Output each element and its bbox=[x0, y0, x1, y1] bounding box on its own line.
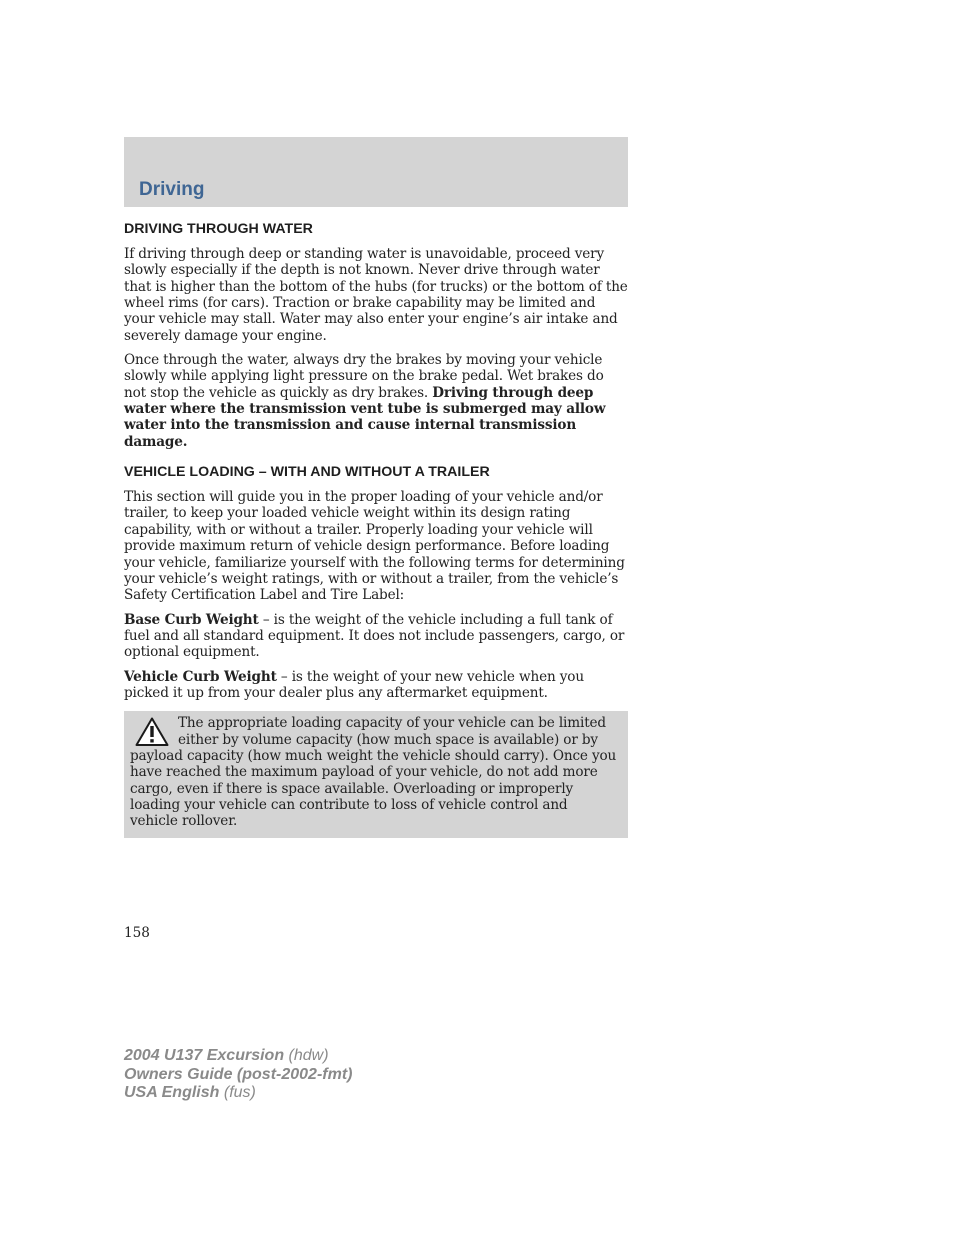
section-title: Driving bbox=[139, 179, 205, 200]
definition-base-curb-weight-text: – is the weight of the vehicle including a full tank of fuel and all standard equipment. It does not include passengers, cargo, or optional equipment. bbox=[124, 611, 625, 661]
term-base-curb-weight: Base Curb Weight bbox=[124, 611, 259, 628]
warning-text: The appropriate loading capacity of your vehicle can be limited either by volume capacity (how much space is available) or by payload capacity (how much weight the vehicle should carry). Once you have reached the maximum payload of your vehicle, do not add more cargo, even if there is space available. Overloading or improperly loading your vehicle can contribute to loss of vehicle control and vehicle rollover. bbox=[130, 715, 617, 830]
paragraph-dry-brakes bbox=[124, 352, 628, 450]
paragraph-water-intro: If driving through deep or standing water is unavoidable, proceed very slowly especially if the depth is not known. Never drive through water that is higher than the bottom of the hubs (for trucks) or the bottom of the wheel rims (for cars). Traction or brake capability may be limited and your vehicle may stall. Water may also enter your engine’s air intake and severely damage your engine. bbox=[124, 246, 628, 344]
warning-box bbox=[124, 711, 628, 837]
footer-language-code: (fus) bbox=[219, 1084, 256, 1101]
footer-line-language bbox=[124, 1084, 352, 1103]
footer-language: USA English bbox=[124, 1084, 220, 1101]
heading-driving-through-water: DRIVING THROUGH WATER bbox=[124, 221, 313, 237]
definition-base-curb-weight bbox=[124, 612, 628, 661]
heading-vehicle-loading: VEHICLE LOADING – WITH AND WITHOUT A TRAILER bbox=[124, 464, 490, 481]
footer-guide: Owners Guide (post-2002-fmt) bbox=[124, 1065, 353, 1083]
document-footer bbox=[124, 1047, 352, 1103]
page-content bbox=[124, 221, 628, 838]
paragraph-loading-intro: This section will guide you in the proper loading of your vehicle and/or trailer, to keep your loaded vehicle weight within its design rating capability, with or without a trailer. Properly loading your vehicle will provide maximum return of vehicle design performance. Before loading your vehicle, familiarize yourself with the following terms for determining your vehicle’s weight ratings, with or without a trailer, from the vehicle’s Safety Certification Label and Tire Label: bbox=[124, 489, 625, 604]
paragraph-dry-brakes-emphasis: Driving through deep water where the transmission vent tube is submerged may allow water into the transmission and cause internal transmission damage. bbox=[124, 384, 606, 450]
definition-vehicle-curb-weight bbox=[124, 669, 628, 702]
footer-line-guide bbox=[124, 1066, 352, 1085]
definition-vehicle-curb-weight-text: – is the weight of your new vehicle when you picked it up from your dealer plus any aftermarket equipment. bbox=[124, 668, 584, 701]
page-number: 158 bbox=[124, 925, 150, 941]
footer-model-code: (hdw) bbox=[284, 1047, 329, 1064]
footer-model: 2004 U137 Excursion bbox=[124, 1047, 285, 1064]
warning-triangle-icon bbox=[135, 717, 169, 747]
paragraph-dry-brakes-text: Once through the water, always dry the brakes by moving your vehicle slowly while applying light pressure on the brake pedal. Wet brakes do not stop the vehicle as quickly as dry brakes. bbox=[124, 352, 604, 401]
section-header-band bbox=[124, 137, 628, 207]
term-vehicle-curb-weight: Vehicle Curb Weight bbox=[124, 668, 277, 685]
footer-line-model bbox=[124, 1047, 352, 1066]
